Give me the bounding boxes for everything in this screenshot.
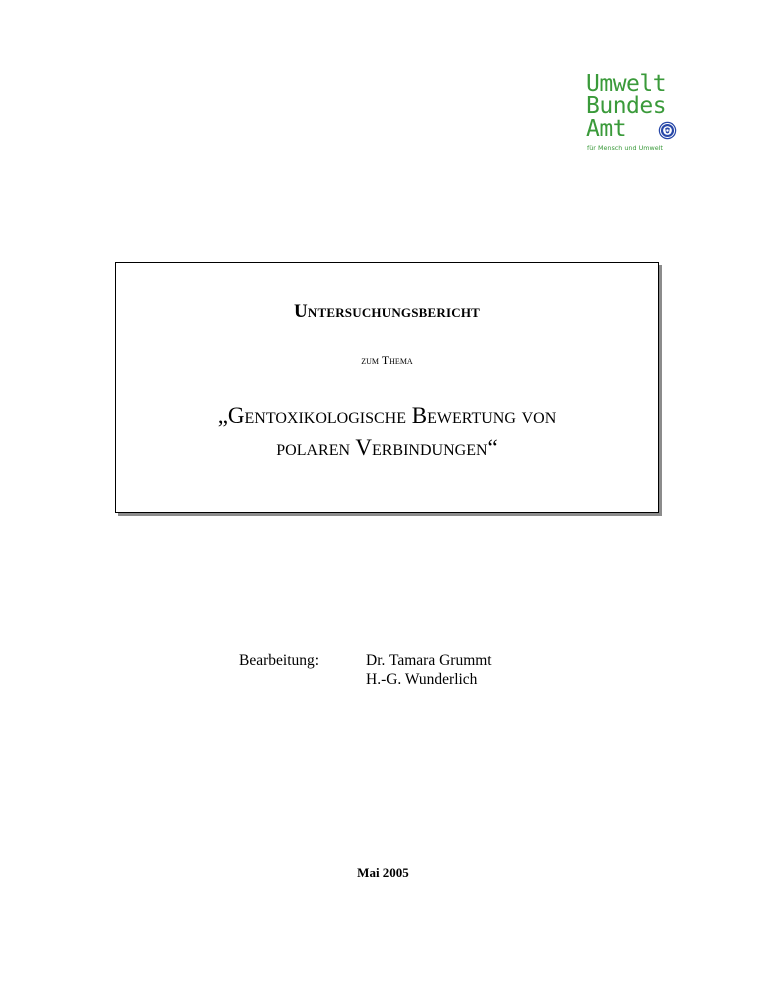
topic-label: zum Thema xyxy=(361,353,413,367)
report-topic-line-1: „Gentoxikologische Bewertung von xyxy=(217,403,557,428)
logo-word-amt: Amt xyxy=(586,116,627,142)
title-box xyxy=(115,262,659,513)
logo-word-bundes: Bundes xyxy=(586,93,667,119)
globe-emblem-icon xyxy=(658,121,677,140)
report-topic-line-2: polaren Verbindungen“ xyxy=(276,435,498,460)
report-title: Untersuchungsbericht xyxy=(293,301,481,322)
report-topic xyxy=(116,400,658,464)
author-name: Dr. Tamara Grummt xyxy=(366,652,492,669)
report-date: Mai 2005 xyxy=(357,865,409,880)
umweltbundesamt-logo xyxy=(586,73,698,153)
authors-names xyxy=(366,651,492,689)
authors-label: Bearbeitung: xyxy=(239,652,320,669)
logo-word-umwelt: Umwelt xyxy=(586,71,667,97)
author-name: H.-G. Wunderlich xyxy=(366,671,478,688)
logo-tagline: für Mensch und Umwelt xyxy=(587,144,663,152)
